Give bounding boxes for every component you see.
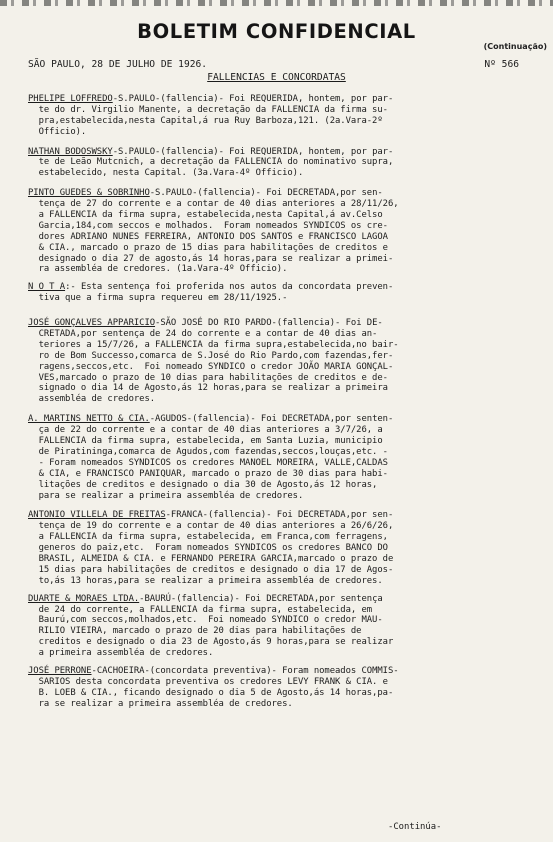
bulletin-entry bbox=[28, 318, 528, 405]
bulletin-entry bbox=[28, 188, 528, 275]
entry-name: PINTO GUEDES & SOBRINHO bbox=[28, 188, 150, 199]
entry-text: FALLENCIA da firma supra, estabelecida, em Santa Luzia, municipio bbox=[28, 436, 383, 447]
continuation-note: (Continuação) bbox=[483, 42, 547, 51]
top-edge-mark bbox=[0, 0, 553, 6]
entry-text: to,ás 13 horas,para se realizar a primeira assembléa de credores. bbox=[28, 575, 383, 586]
entry-text: teriores a 15/7/26, a FALLENCIA da firma supra,estabelecida,no bair- bbox=[28, 339, 399, 350]
entry-line bbox=[28, 199, 528, 210]
entry-line bbox=[28, 425, 528, 436]
entry-text: dores ADRIANO NUNES FERREIRA, ANTONIO DOS SANTOS e FRANCISCO LAGOA bbox=[28, 231, 388, 242]
entry-text: -AGUDOS-(fallencia)- Foi DECRETADA,por senten- bbox=[149, 414, 394, 425]
entry-line bbox=[28, 383, 528, 394]
section-heading bbox=[0, 72, 553, 84]
entry-line bbox=[28, 373, 528, 384]
entry-text: de Piratininga,comarca de Agudos,com fazendas,seccos,louças,etc. - bbox=[28, 446, 388, 457]
entry-text: creditos e designado o dia 23 de Agosto,ás 9 horas,para se realizar bbox=[28, 637, 394, 648]
entry-text: & CIA, e FRANCISCO PANIQUAR, marcado o prazo de 30 dias para habi- bbox=[28, 468, 388, 479]
entry-name: DUARTE & MORAES LTDA. bbox=[28, 593, 140, 604]
entry-text: ça de 22 do corrente e a contar de 40 dias anteriores a 3/7/26, a bbox=[28, 425, 383, 436]
entry-text: -S.PAULO-(fallencia)- Foi REQUERIDA, hontem, por par- bbox=[112, 94, 394, 104]
entry-line bbox=[28, 254, 528, 265]
entry-line bbox=[28, 243, 528, 254]
entry-line bbox=[28, 677, 528, 688]
entry-text: -S.PAULO-(fallencia)- Foi REQUERIDA, hontem, por par- bbox=[112, 146, 394, 157]
entry-line bbox=[28, 576, 528, 587]
entry-line bbox=[28, 626, 528, 637]
bulletin-number: Nº 566 bbox=[484, 59, 519, 70]
entry-name: NATHAN BODOSWSKY bbox=[28, 146, 113, 157]
entry-line bbox=[28, 688, 528, 699]
page-title: BOLETIM CONFIDENCIAL bbox=[137, 20, 416, 43]
entry-text: Officio). bbox=[28, 126, 87, 137]
entry-line bbox=[28, 127, 528, 138]
entry-name: ANTONIO VILLELA DE FREITAS bbox=[28, 510, 166, 521]
entry-line bbox=[28, 447, 528, 458]
entry-text: te de Leão Mutcnich, a decretação da FALLENCIA do nominativo supra, bbox=[28, 157, 394, 168]
entry-text: designado o dia 27 de agosto,ás 14 horas,para se realizar a primei- bbox=[28, 253, 394, 264]
entry-line bbox=[28, 543, 528, 554]
bulletin-entry bbox=[28, 594, 528, 659]
entry-text: estabelecido, nesta Capital. (3a.Vara-4º Officio). bbox=[28, 168, 304, 179]
entry-line bbox=[28, 105, 528, 116]
entry-name: A. MARTINS NETTO & CIA. bbox=[28, 414, 150, 425]
entry-line bbox=[28, 637, 528, 648]
entry-spacer bbox=[28, 405, 528, 414]
entry-line bbox=[28, 116, 528, 127]
place-date: SÃO PAULO, 28 DE JULHO DE 1926. bbox=[28, 59, 208, 70]
bulletin-entry bbox=[28, 510, 528, 586]
entry-text: -S.PAULO-(fallencia)- Foi DECRETADA,por sen- bbox=[149, 188, 383, 199]
entry-line bbox=[28, 648, 528, 659]
entry-line bbox=[28, 594, 528, 605]
entry-line bbox=[28, 157, 528, 168]
entry-line bbox=[28, 94, 528, 105]
entry-text: para se realizar a primeira assembléa de credores. bbox=[28, 490, 304, 501]
entry-name: JOSÉ GONÇALVES APPARICIO bbox=[28, 318, 156, 329]
entry-name: N O T A bbox=[28, 282, 66, 293]
entry-text: assembléa de credores. bbox=[28, 394, 156, 405]
entry-line bbox=[28, 168, 528, 179]
entry-text: & CIA., marcado o prazo de 15 dias para habilitações de creditos e bbox=[28, 242, 388, 253]
entry-text: BRASIL, ALMEIDA & CIA. e FERNANDO PEREIRA GARCIA,marcado o prazo de bbox=[28, 553, 394, 564]
entry-spacer bbox=[28, 501, 528, 510]
entry-spacer bbox=[28, 179, 528, 188]
entry-line bbox=[28, 147, 528, 158]
entry-line bbox=[28, 480, 528, 491]
entry-text: -BAURÚ-(fallencia)- Foi DECRETADA,por sentença bbox=[139, 593, 383, 604]
entry-line bbox=[28, 510, 528, 521]
entry-name: JOSÉ PERRONE bbox=[28, 665, 92, 676]
entry-line bbox=[28, 264, 528, 275]
entry-line bbox=[28, 329, 528, 340]
entry-text: 15 dias para habilitações de creditos e designado o dia 17 de Agos- bbox=[28, 564, 394, 575]
entry-line bbox=[28, 351, 528, 362]
continues-note: -Continúa- bbox=[388, 822, 442, 832]
entry-text: CRETADA,por sentença de 24 do corrente e a contar de 40 dias an- bbox=[28, 329, 378, 340]
bulletin-entry bbox=[28, 666, 528, 710]
entry-text: pra,estabelecida,nesta Capital,á rua Ruy Barboza,121. (2a.Vara-2º bbox=[28, 115, 383, 126]
entry-line bbox=[28, 666, 528, 677]
entry-text: ro de Bom Successo,comarca de S.José do Rio Pardo,com fazendas,fer- bbox=[28, 350, 394, 361]
entry-line bbox=[28, 340, 528, 351]
entry-text: a primeira assembléa de credores. bbox=[28, 648, 214, 659]
entry-line bbox=[28, 565, 528, 576]
entry-text: -CACHOEIRA-(concordata preventiva)- Foram nomeados COMMIS- bbox=[91, 665, 399, 676]
entry-name: PHELIPE LOFFREDO bbox=[28, 94, 113, 104]
entry-spacer bbox=[28, 275, 528, 282]
entry-text: generos do paiz,etc. Foram nomeados SYNDICOS os credores BANCO DO bbox=[28, 543, 388, 554]
entry-spacer bbox=[28, 587, 528, 594]
bulletin-entry bbox=[28, 147, 528, 180]
entry-text: tença de 27 do corrente e a contar de 40 dias anteriores a 28/11/26, bbox=[28, 199, 399, 210]
entry-text: B. LOEB & CIA., ficando designado o dia 5 de Agosto,ás 14 horas,pa- bbox=[28, 687, 394, 698]
entry-text: Baurú,com seccos,molhados,etc. Foi nomeado SYNDICO o credor MAU- bbox=[28, 615, 383, 626]
entry-line bbox=[28, 210, 528, 221]
entry-line bbox=[28, 318, 528, 329]
entry-line bbox=[28, 521, 528, 532]
entry-text: tiva que a firma supra requereu em 28/11/1925.- bbox=[28, 293, 288, 304]
bulletin-entry bbox=[28, 282, 528, 304]
entry-text: ra assembléa de credores. (1a.Vara-4º Officio). bbox=[28, 264, 288, 275]
entry-line bbox=[28, 699, 528, 710]
entry-line bbox=[28, 532, 528, 543]
entry-text: SARIOS desta concordata preventiva os credores LEVY FRANK & CIA. e bbox=[28, 676, 388, 687]
entry-text: te do dr. Virgilio Manente, a decretação da FALLENCIA da firma su- bbox=[28, 104, 388, 115]
entry-line bbox=[28, 232, 528, 243]
entry-text: :- Esta sentença foi proferida nos autos da concordata preven- bbox=[65, 282, 394, 293]
entry-line bbox=[28, 188, 528, 199]
entry-line bbox=[28, 605, 528, 616]
entry-line bbox=[28, 362, 528, 373]
entry-text: -FRANCA-(fallencia)- Foi DECRETADA,por sen- bbox=[165, 510, 394, 521]
entry-text: ra se realizar a primeira assembléa de credores. bbox=[28, 698, 293, 709]
entry-text: ragens,seccos,etc. Foi nomeado SYNDICO o credor JOÃO MARIA GONÇAL- bbox=[28, 361, 394, 372]
entry-line bbox=[28, 458, 528, 469]
entry-spacer bbox=[28, 659, 528, 666]
entry-spacer bbox=[28, 304, 528, 318]
entry-text: Garcia,184,com seccos e molhados. Foram nomeados SYNDICOS os cre- bbox=[28, 220, 388, 231]
entry-line bbox=[28, 491, 528, 502]
bulletin-entry bbox=[28, 414, 528, 501]
entry-text: tença de 19 do corrente e a contar de 40 dias anteriores a 26/6/26, bbox=[28, 521, 394, 532]
entry-line bbox=[28, 221, 528, 232]
entry-text: RILIO VIEIRA, marcado o prazo de 20 dias para habilitações de bbox=[28, 626, 362, 637]
dateline bbox=[28, 59, 523, 71]
entry-text: VES,marcado o prazo de 10 dias para habilitações de creditos e de- bbox=[28, 372, 388, 383]
entries-list bbox=[28, 94, 528, 710]
entry-spacer bbox=[28, 138, 528, 147]
entry-line bbox=[28, 554, 528, 565]
entry-text: litações de creditos e designado o dia 30 de Agosto,ás 12 horas, bbox=[28, 479, 378, 490]
entry-line bbox=[28, 394, 528, 405]
entry-line bbox=[28, 436, 528, 447]
entry-text: a FALLENCIA da firma supra, estabelecida,nesta Capital,á av.Celso bbox=[28, 210, 383, 221]
entry-line bbox=[28, 293, 528, 304]
entry-text: signado o dia 14 de Agosto,ás 12 horas,para se realizar a primeira bbox=[28, 383, 388, 394]
entry-text: - Foram nomeados SYNDICOS os credores MANOEL MOREIRA, VALLE,CALDAS bbox=[28, 457, 388, 468]
entry-line bbox=[28, 414, 528, 425]
entry-text: a FALLENCIA da firma supra, estabelecida, em Franca,com ferragens, bbox=[28, 532, 388, 543]
entry-text: de 24 do corrente, a FALLENCIA da firma supra, estabelecida, em bbox=[28, 604, 373, 615]
section-title: FALLENCIAS E CONCORDATAS bbox=[207, 72, 346, 83]
entry-line bbox=[28, 282, 528, 293]
entry-text: -SÃO JOSÉ DO RIO PARDO-(fallencia)- Foi DE- bbox=[155, 318, 383, 329]
bulletin-entry bbox=[28, 94, 528, 138]
entry-line bbox=[28, 615, 528, 626]
entry-line bbox=[28, 469, 528, 480]
